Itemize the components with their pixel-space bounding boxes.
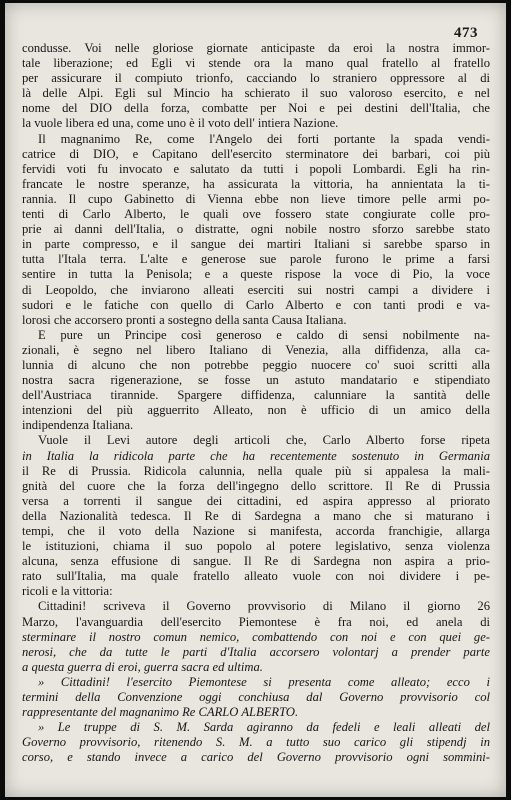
text-line: alcuna, senza effusione di sangue. Il Re di Sardegna non aspira a prio- [22, 554, 490, 569]
text-line: nostra sacra rigenerazione, se fosse un astuto mandatario e stipendiato [22, 373, 490, 388]
text-line: in parte compresso, e il sangue dei martiri Italiani si sarebbe sparso in [22, 237, 490, 252]
text-line: sentire in tutta la Penisola; e a queste rispose la voce di Pio, la voce [22, 267, 490, 282]
text-line: sterminare il nostro comun nemico, combattendo con noi e con quei ge- [22, 629, 490, 644]
text-line: tale liberazione; ed Egli vi stende ora la mano qual fratello al fratello [22, 56, 490, 71]
text-line: catrice di DIO, e Capitano dell'esercito sterminatore dei barbari, coi più [22, 146, 490, 161]
text-line: là delle Alpi. Egli sul Mincio ha schierato il suo valoroso esercito, e nel [22, 86, 490, 101]
text-line: le istituzioni, chiama il suo popolo al potere legislativo, senza violenza [22, 539, 490, 554]
text-line: rappresentante del magnanimo Re CARLO ALBERTO. [22, 705, 299, 720]
text-line: di Leopoldo, che inviarono alleati eserciti sui nostri campi a dividere i [22, 282, 490, 297]
text-line: gnità del cuore che la forza dell'ingegno dello scrittore. Il Re di Prussia [22, 478, 490, 493]
body-text [22, 41, 490, 766]
book-page [5, 3, 506, 797]
text-line: lorosi che accorsero pronti a sostegno della santa Causa Italiana. [22, 312, 347, 327]
text-line: dell'Austriaca tirannide. Spargere diffidenza, calunniare la santità delle [22, 388, 490, 403]
text-line: zionali, è segno nel libero Italiano di Venezia, alla diffidenza, alla ca- [22, 342, 490, 357]
text-line: nerosi, che da tutte le parti d'Italia accorsero volontarj a prender parte [22, 644, 490, 659]
text-line: lunnia di alcuno che non potrebbe peggio nuocere co' suoi scritti alla [22, 357, 490, 372]
text-line: a questa guerra di eroi, guerra sacra ed ultima. [22, 659, 263, 674]
text-line: tenti di Carlo Alberto, le quali ove fossero state congiurate colle pro- [22, 207, 490, 222]
text-line: Marzo, l'avanguardia dell'esercito Piemontese è fra noi, ed anela di [22, 614, 490, 629]
text-line: Cittadini! scriveva il Governo provvisorio di Milano il giorno 26 [38, 599, 490, 614]
text-line: tutta l'Itala terra. L'alte e generose sue parole furono le prime a farsi [22, 252, 490, 267]
text-line: Il magnanimo Re, come l'Angelo dei forti portante la spada vendi- [38, 131, 490, 146]
text-line: E pure un Principe così generoso e caldo di sensi nobilmente na- [38, 327, 490, 342]
text-line: termini della Convenzione oggi conchiusa dal Governo provvisorio col [22, 690, 490, 705]
text-line: tempi, che il voto della Nazione si manifesta, accorda franchigie, allarga [22, 524, 490, 538]
text-line: per assicurare il compiuto trionfo, cacciando lo straniero oppressore al di [22, 71, 490, 86]
text-line: condusse. Voi nelle gloriose giornate anticipaste da eroi la nostra immor- [22, 41, 490, 55]
text-line: Governo provvisorio, ritenendo S. M. a tutto suo carico gli stipendj in [22, 735, 490, 750]
text-line: sudori e le fatiche con quello di Carlo Alberto e con tanti prodi e va- [22, 297, 490, 312]
text-line: la vuole libera ed una, come uno è il voto dell' intiera Nazione. [22, 116, 339, 131]
text-line: della Nazionalità tedesca. Il Re di Sardegna a mano che si maturano i [22, 508, 490, 523]
text-line: rannia. Il cupo Gabinetto di Vienna ebbe non lieve timore pelle armi po- [22, 191, 490, 206]
text-line: francate le nostre speranze, ha assicurata la vittoria, ha annientata la ti- [22, 176, 490, 191]
text-line: prie ai danni dell'Italia, o distratte, ogni nobile nostro sforzo sarebbe stato [22, 222, 490, 237]
text-line: fervidi voti fu invocato e salutato da tutti i popoli Lombardi. Egli ha rin- [22, 161, 490, 176]
text-line: » Cittadini! l'esercito Piemontese si presenta come alleato; ecco i [38, 674, 490, 689]
text-line: indipendenza Italiana. [22, 418, 134, 433]
text-line: nome del DIO della forza, combatte per Noi e pei destini dell'Italia, che [22, 101, 490, 116]
text-line: versa a torrenti il sangue dei cittadini, ed aspira appresso al priorato [22, 493, 490, 508]
text-line: ricoli e la vittoria: [22, 584, 113, 599]
text-line: » Le truppe di S. M. Sarda agiranno da fedeli e leali alleati del [38, 720, 490, 735]
text-line: intenzioni del più agguerrito Alleato, non è ufficio di un amico della [22, 403, 490, 418]
text-line: in Italia la ridicola parte che ha recentemente sostenuto in Germania [22, 448, 490, 463]
text-line: Vuole il Levi autore degli articoli che, Carlo Alberto forse ripeta [38, 433, 490, 448]
page-number: 473 [454, 25, 478, 41]
text-line: rato sull'Italia, ma quale fratello alleato vuole con noi dividere i pe- [22, 569, 490, 584]
text-line: il Re di Prussia. Ridicola calunnia, nella quale più si appalesa la mali- [22, 463, 490, 478]
text-line: corso, e stando invece a carico del Governo provvisorio ogni sommini- [22, 750, 490, 765]
